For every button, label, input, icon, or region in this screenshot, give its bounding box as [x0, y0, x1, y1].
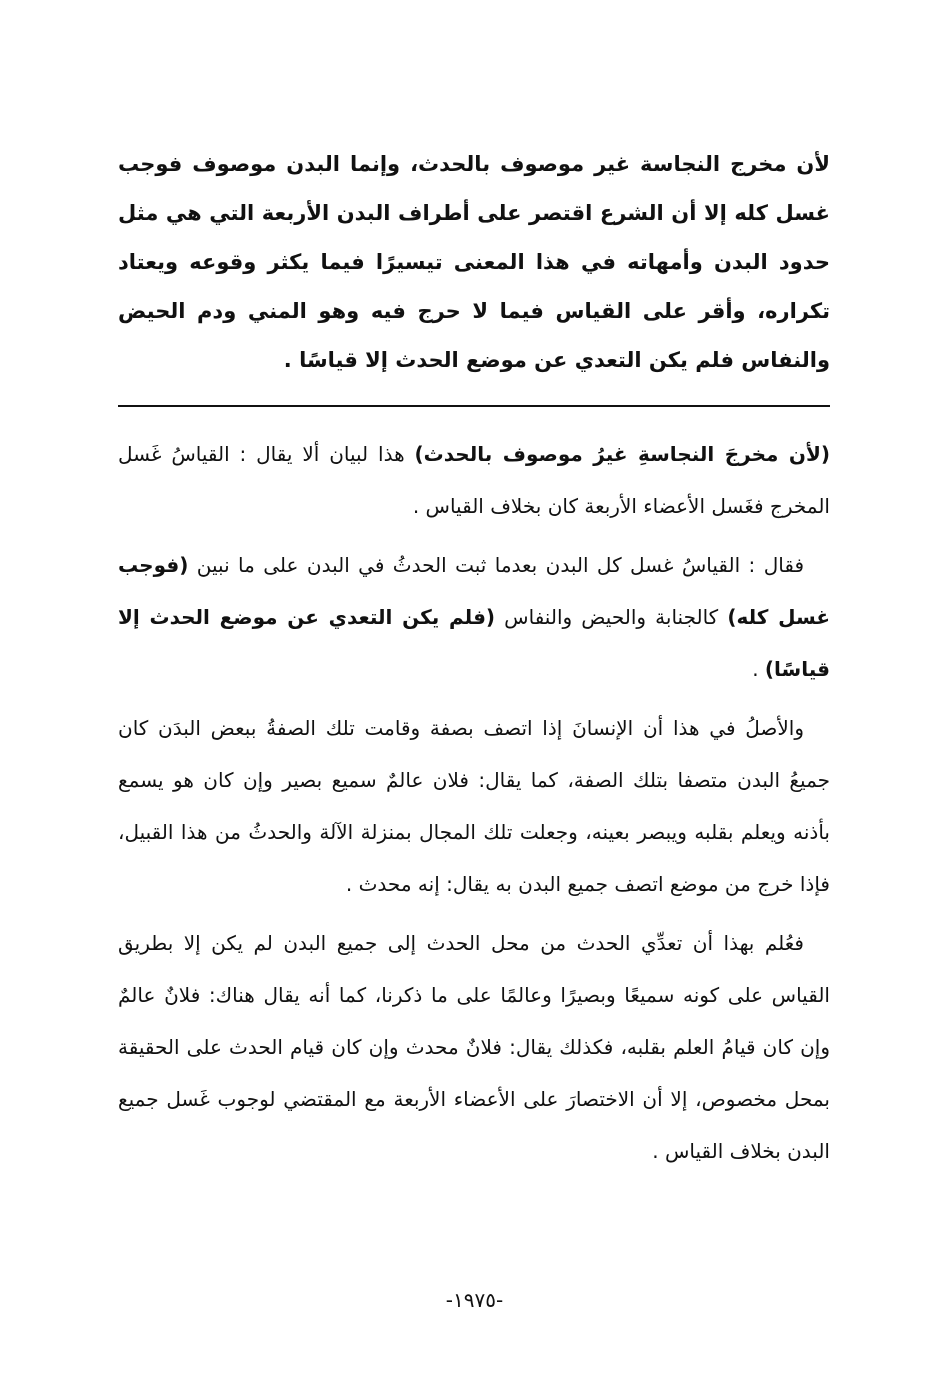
commentary-paragraph-1: [118, 428, 830, 532]
commentary-text: كالجنابة والحيض والنفاس: [495, 605, 728, 629]
quoted-text: (لأن مخرجَ النجاسةِ غيرُ موصوف بالحدث): [414, 442, 830, 466]
quoted-text: (فلم يكن التعدي عن موضع الحدث إلا قياسًا): [118, 605, 830, 681]
commentary-section: [118, 428, 830, 1184]
page-body: [118, 140, 830, 1320]
quoted-text: (فوجب غسل كله): [118, 553, 830, 629]
commentary-text: فقال : القياسُ غسل كل البدن بعدما ثبت الحدثُ في البدن على ما نبين: [188, 553, 804, 577]
main-text: لأن مخرج النجاسة غير موصوف بالحدث، وإنما البدن موصوف فوجب غسل كله إلا أن الشرع اقتصر على أطراف البدن الأربعة التي هي مثل حدود البدن وأمهاته في هذا المعنى تيسيرًا فيما يكثر وقوعه ويعتاد تكراره، وأقر على القياس فيما لا حرج فيه وهو المني ودم الحيض والنفاس فلم يكن التعدي عن موضع الحدث إلا قياسًا .: [118, 152, 830, 372]
page-number: -١٩٧٥-: [445, 1288, 504, 1312]
commentary-paragraph-4: فعُلم بهذا أن تعدِّي الحدث من محل الحدث إلى جميع البدن لم يكن إلا بطريق القياس على كونه سميعًا وبصيرًا وعالمًا على ما ذكرنا، كما أنه يقال هناك: فلانٌ عالمٌ وإن كان قيامُ العلم بقلبه، فكذلك يقال: فلانٌ محدث وإن كان قيام الحدث على الحقيقة بمحل مخصوص، إلا أن الاختصارَ على الأعضاء الأربعة مع المقتضي لوجوب غَسل جميع البدن بخلاف القياس .: [118, 931, 830, 1163]
commentary-paragraph-3: والأصلُ في هذا أن الإنسانَ إذا اتصف بصفة وقامت تلك الصفةُ ببعض البدَن كان جميعُ البدن متصفا بتلك الصفة، كما يقال: فلان عالمٌ سميع بصير وإن كان هو يسمع بأذنه ويعلم بقلبه ويبصر بعينه، وجعلت تلك المجال بمنزلة الآلة والحدثُ من هذا القبيل، فإذا خرج من موضع اتصف جميع البدن به يقال: إنه محدث .: [118, 716, 830, 896]
commentary-paragraph-2: [118, 539, 830, 695]
commentary-text: هذا لبيان ألا يقال : القياسُ غَسل المخرج فغَسل الأعضاء الأربعة كان بخلاف القياس .: [118, 442, 830, 518]
commentary-text: .: [752, 657, 765, 681]
footnote-divider: [118, 405, 830, 407]
